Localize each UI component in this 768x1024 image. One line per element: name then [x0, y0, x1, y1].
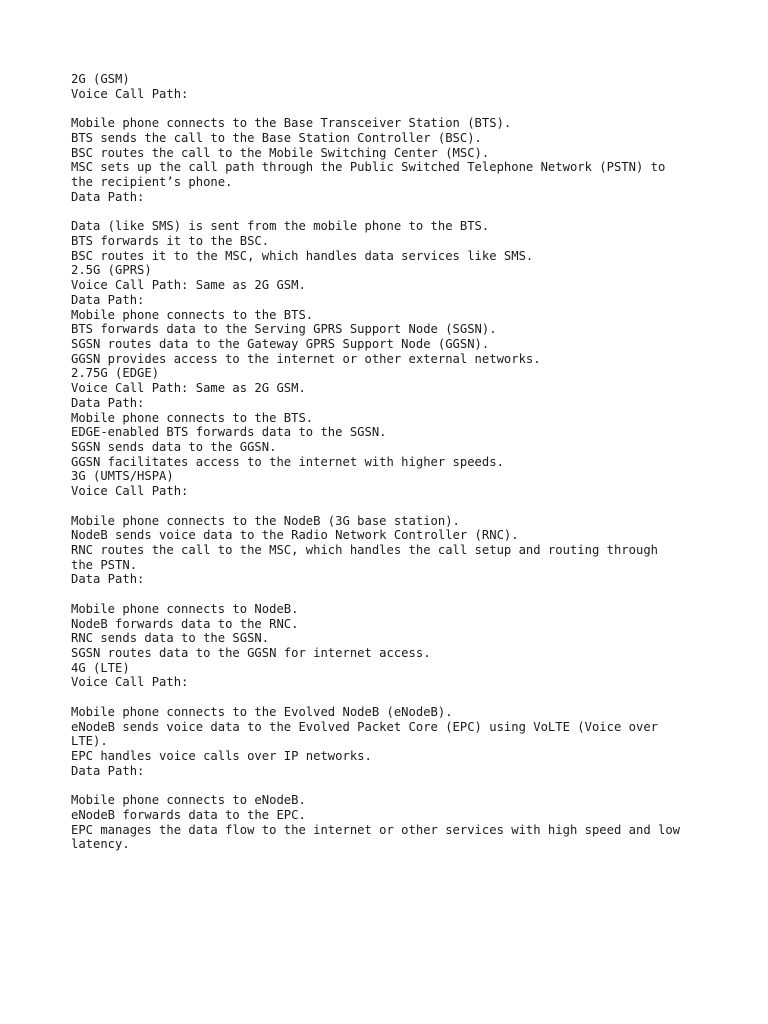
text-line: Mobile phone connects to eNodeB. [71, 793, 306, 808]
text-line: Voice Call Path: Same as 2G GSM. [71, 381, 306, 396]
text-line: 2.5G (GPRS) [71, 263, 152, 278]
text-line: BSC routes the call to the Mobile Switching Center (MSC). [71, 145, 490, 160]
blank-line [71, 779, 711, 794]
text-line: MSC sets up the call path through the Public Switched Telephone Network (PSTN) to [71, 160, 666, 175]
text-line: EPC handles voice calls over IP networks. [71, 749, 372, 764]
text-line: 2.75G (EDGE) [71, 366, 160, 381]
text-line: SGSN sends data to the GGSN. [71, 439, 277, 454]
text-line: Voice Call Path: [71, 675, 189, 690]
text-line: 3G (UMTS/HSPA) [71, 469, 174, 484]
text-line: Voice Call Path: Same as 2G GSM. [71, 278, 306, 293]
text-line: SGSN routes data to the GGSN for internet access. [71, 646, 431, 661]
blank-line [71, 499, 711, 514]
text-line: SGSN routes data to the Gateway GPRS Support Node (GGSN). [71, 336, 490, 351]
blank-line [71, 204, 711, 219]
text-line: Data Path: [71, 292, 145, 307]
text-line: Mobile phone connects to the NodeB (3G base station). [71, 513, 460, 528]
text-line: the recipient’s phone. [71, 175, 233, 190]
text-line: eNodeB forwards data to the EPC. [71, 807, 306, 822]
text-line: 4G (LTE) [71, 660, 130, 675]
text-line: BTS sends the call to the Base Station Controller (BSC). [71, 130, 482, 145]
text-line: BSC routes it to the MSC, which handles data services like SMS. [71, 248, 534, 263]
text-line: Mobile phone connects to the Evolved NodeB (eNodeB). [71, 704, 453, 719]
text-line: GGSN provides access to the internet or other external networks. [71, 351, 541, 366]
text-line: RNC sends data to the SGSN. [71, 631, 270, 646]
text-line: the PSTN. [71, 557, 138, 572]
text-line: Mobile phone connects to NodeB. [71, 601, 299, 616]
text-line: eNodeB sends voice data to the Evolved Packet Core (EPC) using VoLTE (Voice over [71, 719, 658, 734]
text-line: NodeB sends voice data to the Radio Network Controller (RNC). [71, 528, 519, 543]
text-line: BTS forwards it to the BSC. [71, 233, 270, 248]
text-line: EPC manages the data flow to the internet or other services with high speed and low [71, 822, 681, 837]
text-line: Data Path: [71, 395, 145, 410]
text-line: EDGE-enabled BTS forwards data to the SGSN. [71, 425, 387, 440]
text-line: 2G (GSM) [71, 72, 130, 86]
text-line: BTS forwards data to the Serving GPRS Support Node (SGSN). [71, 322, 497, 337]
text-line: Data Path: [71, 572, 145, 587]
text-line: Data Path: [71, 763, 145, 778]
blank-line [71, 101, 711, 116]
text-line: Mobile phone connects to the BTS. [71, 307, 314, 322]
document-body [71, 72, 711, 852]
text-line: Mobile phone connects to the Base Transceiver Station (BTS). [71, 116, 512, 131]
text-line: Voice Call Path: [71, 86, 189, 101]
text-line: Data Path: [71, 189, 145, 204]
text-line: latency. [71, 837, 130, 852]
blank-line [71, 587, 711, 602]
text-line: RNC routes the call to the MSC, which handles the call setup and routing through [71, 543, 658, 557]
text-line: GGSN facilitates access to the internet with higher speeds. [71, 454, 504, 469]
text-line: NodeB forwards data to the RNC. [71, 616, 299, 631]
text-line: Mobile phone connects to the BTS. [71, 410, 314, 425]
blank-line [71, 690, 711, 705]
text-line: LTE). [71, 734, 108, 749]
text-line: Data (like SMS) is sent from the mobile phone to the BTS. [71, 219, 490, 234]
text-line: Voice Call Path: [71, 484, 189, 499]
